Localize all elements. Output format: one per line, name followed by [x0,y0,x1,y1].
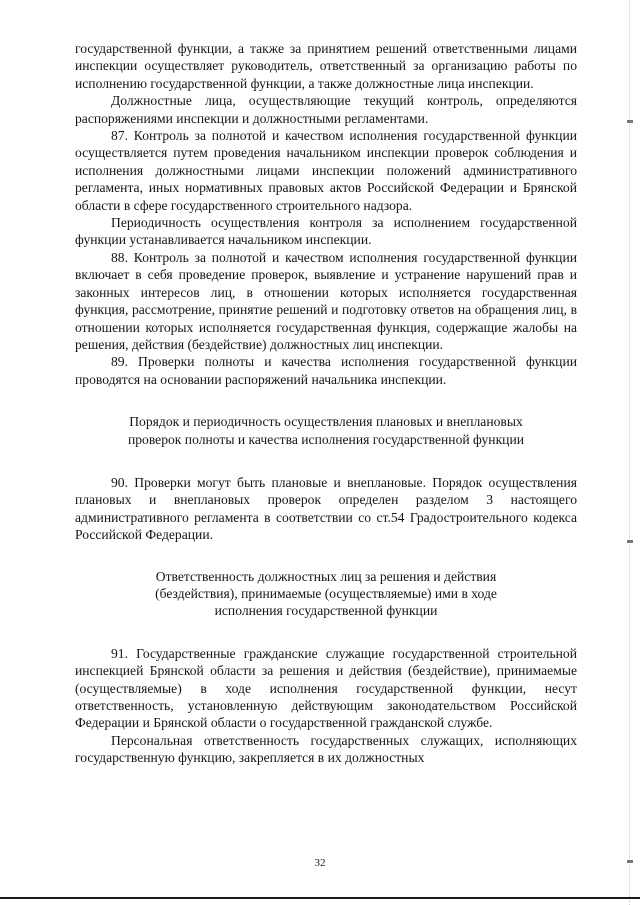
scan-mark [627,120,633,123]
section-heading-responsibility [75,568,577,620]
paragraph-89: 89. Проверки полноты и качества исполнения государственной функции проводятся на основании распоряжений начальника инспекции. [75,354,577,387]
scan-edge-artifact [628,0,630,905]
paragraph-officials: Должностные лица, осуществляющие текущий контроль, определяются распоряжениями инспекции и должностными регламентами. [75,93,577,126]
paragraph-continuation: государственной функции, а также за принятием решений ответственными лицами инспекции осуществляет руководитель, ответственный за организацию работы по исполнению государственной функции, а также должностные лица инспекции. [75,41,577,91]
section-heading-inspections [75,413,577,448]
heading-line: (бездействия), принимаемые (осуществляемые) ими в ходе [155,585,497,601]
paragraph-90: 90. Проверки могут быть плановые и внеплановые. Порядок осуществления плановых и внеплановых проверок определен разделом 3 настоящего административного регламента в соответствии со ст.54 Градостроительного кодекса Российской Федерации. [75,474,577,543]
paragraph-91: 91. Государственные гражданские служащие государственной строительной инспекцией Брянской области за решения и действия (бездействие), принимаемые (осуществляемые) в ходе исполнения государственной функции, несут ответственность, установленную действующим законодательством Российской Федерации и Брянской области о государственной гражданской службе. [75,645,577,731]
paragraph-periodicity: Периодичность осуществления контроля за исполнением государственной функции устанавливается начальником инспекции. [75,215,577,248]
paragraph-87: 87. Контроль за полнотой и качеством исполнения государственной функции осуществляется путем проведения начальником инспекции проверок соблюдения и исполнения должностными лицами инспекции положений административного регламента, иных нормативных правовых актов Российской Федерации и Брянской области в сфере государственного строительного надзора. [75,128,577,213]
page-number: 32 [314,857,326,869]
scan-bottom-border [0,897,640,899]
paragraph-88: 88. Контроль за полнотой и качеством исполнения государственной функции включает в себя проведение проверок, выявление и устранение нарушений прав и законных интересов лиц, в отношении которых исполняется государственная функция, рассмотрение, принятие решений и подготовку ответов на обращения лиц, в отношении которых исполняется государственная функция, содержащие жалобы на решения, действия (бездействие) должностных лиц инспекции. [75,249,577,352]
heading-line: проверок полноты и качества исполнения государственной функции [127,431,525,447]
scan-mark [627,860,633,863]
heading-line: Ответственность должностных лиц за решения и действия [155,568,497,584]
paragraph-personal-responsibility: Персональная ответственность государственных служащих, исполняющих государственную функцию, закрепляется в их должностных [75,732,577,766]
heading-line: исполнения государственной функции [214,603,438,619]
document-page [75,40,577,767]
scan-mark [627,540,633,543]
heading-line: Порядок и периодичность осуществления плановых и внеплановых [129,414,523,430]
